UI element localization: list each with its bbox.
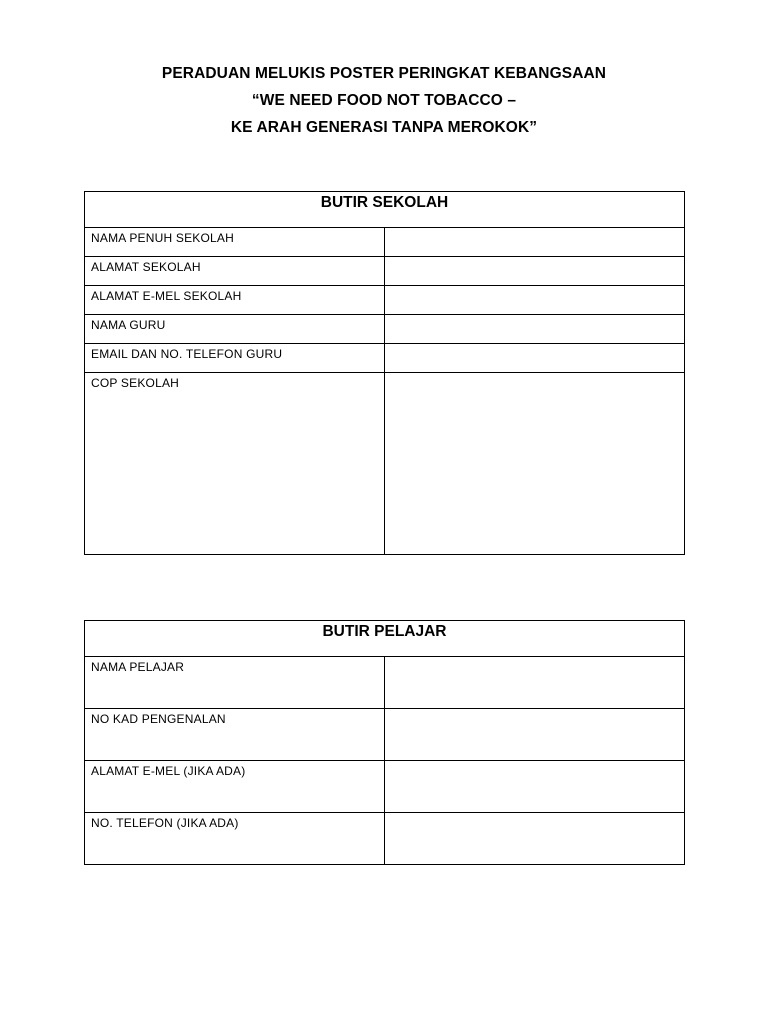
ic-number-label: NO KAD PENGENALAN	[85, 709, 385, 761]
teacher-name-field[interactable]	[385, 315, 685, 344]
table-row	[85, 286, 685, 315]
student-email-label: ALAMAT E-MEL (JIKA ADA)	[85, 761, 385, 813]
student-phone-label: NO. TELEFON (JIKA ADA)	[85, 813, 385, 865]
school-stamp-field[interactable]	[385, 373, 685, 555]
student-details-heading: BUTIR PELAJAR	[85, 621, 685, 657]
school-stamp-label: COP SEKOLAH	[85, 373, 385, 555]
table-row	[85, 228, 685, 257]
table-row	[85, 709, 685, 761]
student-name-field[interactable]	[385, 657, 685, 709]
teacher-contact-label: EMAIL DAN NO. TELEFON GURU	[85, 344, 385, 373]
teacher-contact-field[interactable]	[385, 344, 685, 373]
student-details-table	[84, 620, 685, 865]
teacher-name-label: NAMA GURU	[85, 315, 385, 344]
table-row	[85, 761, 685, 813]
school-address-field[interactable]	[385, 257, 685, 286]
document-title	[0, 60, 768, 141]
student-phone-field[interactable]	[385, 813, 685, 865]
table-row	[85, 257, 685, 286]
school-details-table	[84, 191, 685, 555]
school-details-heading: BUTIR SEKOLAH	[85, 192, 685, 228]
school-email-field[interactable]	[385, 286, 685, 315]
table-row	[85, 373, 685, 555]
student-name-label: NAMA PELAJAR	[85, 657, 385, 709]
table-row	[85, 315, 685, 344]
title-line-3: KE ARAH GENERASI TANPA MEROKOK”	[230, 119, 538, 136]
school-email-label: ALAMAT E-MEL SEKOLAH	[85, 286, 385, 315]
school-full-name-label: NAMA PENUH SEKOLAH	[85, 228, 385, 257]
school-full-name-field[interactable]	[385, 228, 685, 257]
title-line-2: “WE NEED FOOD NOT TOBACCO –	[251, 92, 517, 109]
school-address-label: ALAMAT SEKOLAH	[85, 257, 385, 286]
table-row	[85, 657, 685, 709]
table-row	[85, 813, 685, 865]
title-line-1: PERADUAN MELUKIS POSTER PERINGKAT KEBANGSAAN	[161, 65, 607, 82]
ic-number-field[interactable]	[385, 709, 685, 761]
student-email-field[interactable]	[385, 761, 685, 813]
table-row	[85, 344, 685, 373]
